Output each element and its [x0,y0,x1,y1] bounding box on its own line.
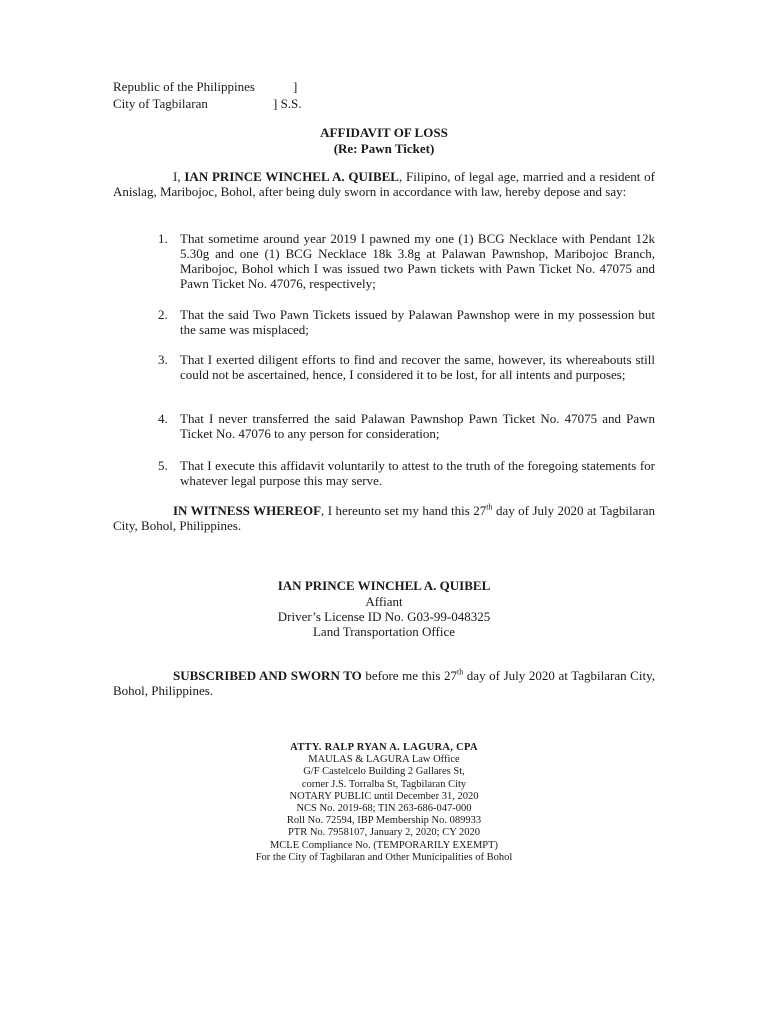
affiant-office: Land Transportation Office [312,624,456,639]
list-item-text: That the said Two Pawn Tickets issued by Palawan Pawnshop were in my possession but the same was misplaced; [180,307,655,337]
notary-line: corner J.S. Torralba St, Tagbilaran City [301,778,467,790]
intro-paragraph [113,169,655,199]
list-item-number: 5. [158,458,168,473]
jurat-lead: SUBSCRIBED AND SWORN TO [173,668,362,683]
venue-country: Republic of the Philippines [113,79,255,94]
witness-text-b: day of July 2020 at Tagbilaran City, Bohol, Philippines. [113,503,655,533]
notary-line: MAULAS & LAGURA Law Office [308,754,460,766]
list-item-number: 1. [158,231,168,246]
list-item-text: That sometime around year 2019 I pawned my one (1) BCG Necklace with Pendant 12k 5.30g and one (1) BCG Necklace 18k 3.8g at Palawan Pawnshop, Maribojoc Branch, Maribojoc, Bohol which I was issued two Pawn tickets with Pawn Ticket No. 47075 and Pawn Ticket No. 47076, respectively; [180,231,655,291]
list-item [158,352,655,382]
intro-text: , Filipino, of legal age, married and a resident of Anislag, Maribojoc, Bohol, after being duly sworn in accordance with law, hereby depose and say: [113,169,655,199]
jurat-text-a: before me this 27 [361,668,457,683]
notary-block [113,742,655,864]
affiant-name: IAN PRINCE WINCHEL A. QUIBEL [277,578,491,593]
affiant-role: Affiant [365,594,403,609]
list-item-number: 4. [158,411,168,426]
notary-line: NOTARY PUBLIC until December 31, 2020 [289,790,479,802]
notary-line: PTR No. 7958107, January 2, 2020; CY 2020 [287,827,481,839]
venue-line-2 [113,95,302,112]
affiant-license: Driver’s License ID No. G03-99-048325 [277,609,491,624]
list-item-text: That I never transferred the said Palawan Pawnshop Pawn Ticket No. 47075 and Pawn Ticket No. 47076 to any person for consideration; [180,411,655,441]
witness-text-a: , I hereunto set my hand this 27 [321,503,487,518]
list-item [158,307,655,337]
document-title: AFFIDAVIT OF LOSS [320,125,448,140]
list-item [158,231,655,291]
witness-ordinal: th [486,502,493,512]
affiant-name-intro: IAN PRINCE WINCHEL A. QUIBEL [184,169,399,184]
venue-bracket-1: ] [293,79,298,94]
notary-line: For the City of Tagbilaran and Other Municipalities of Bohol [255,851,513,863]
jurat-ordinal: th [456,667,464,677]
list-item-text: That I exerted diligent efforts to find and recover the same, however, its whereabouts still could not be ascertained, hence, I considered it to be lost, for all intents and purposes; [180,352,655,382]
witness-paragraph [113,503,655,533]
list-item-number: 2. [158,307,168,322]
jurat-text-b: day of July 2020 at Tagbilaran City, Bohol, Philippines. [113,668,655,698]
document-subtitle: (Re: Pawn Ticket) [333,141,435,156]
list-item [158,411,655,441]
list-item-text: That I execute this affidavit voluntarily to attest to the truth of the foregoing statements for whatever legal purpose this may serve. [180,458,655,488]
list-item-number: 3. [158,352,168,367]
venue-city: City of Tagbilaran [113,96,208,111]
venue-bracket-2: ] S.S. [273,96,302,111]
notary-name: ATTY. RALP RYAN A. LAGURA, CPA [290,742,478,753]
jurat-paragraph [113,668,655,698]
list-item [158,458,655,488]
notary-line: NCS No. 2019-68; TIN 263-686-047-000 [296,803,472,815]
notary-line: Roll No. 72594, IBP Membership No. 089933 [286,815,482,827]
intro-prefix: I, [173,169,181,184]
witness-lead: IN WITNESS WHEREOF [173,503,322,518]
notary-line: MCLE Compliance No. (TEMPORARILY EXEMPT) [269,839,499,851]
notary-line: G/F Castelcelo Building 2 Gallares St, [303,766,465,778]
venue-line-1 [113,78,298,95]
